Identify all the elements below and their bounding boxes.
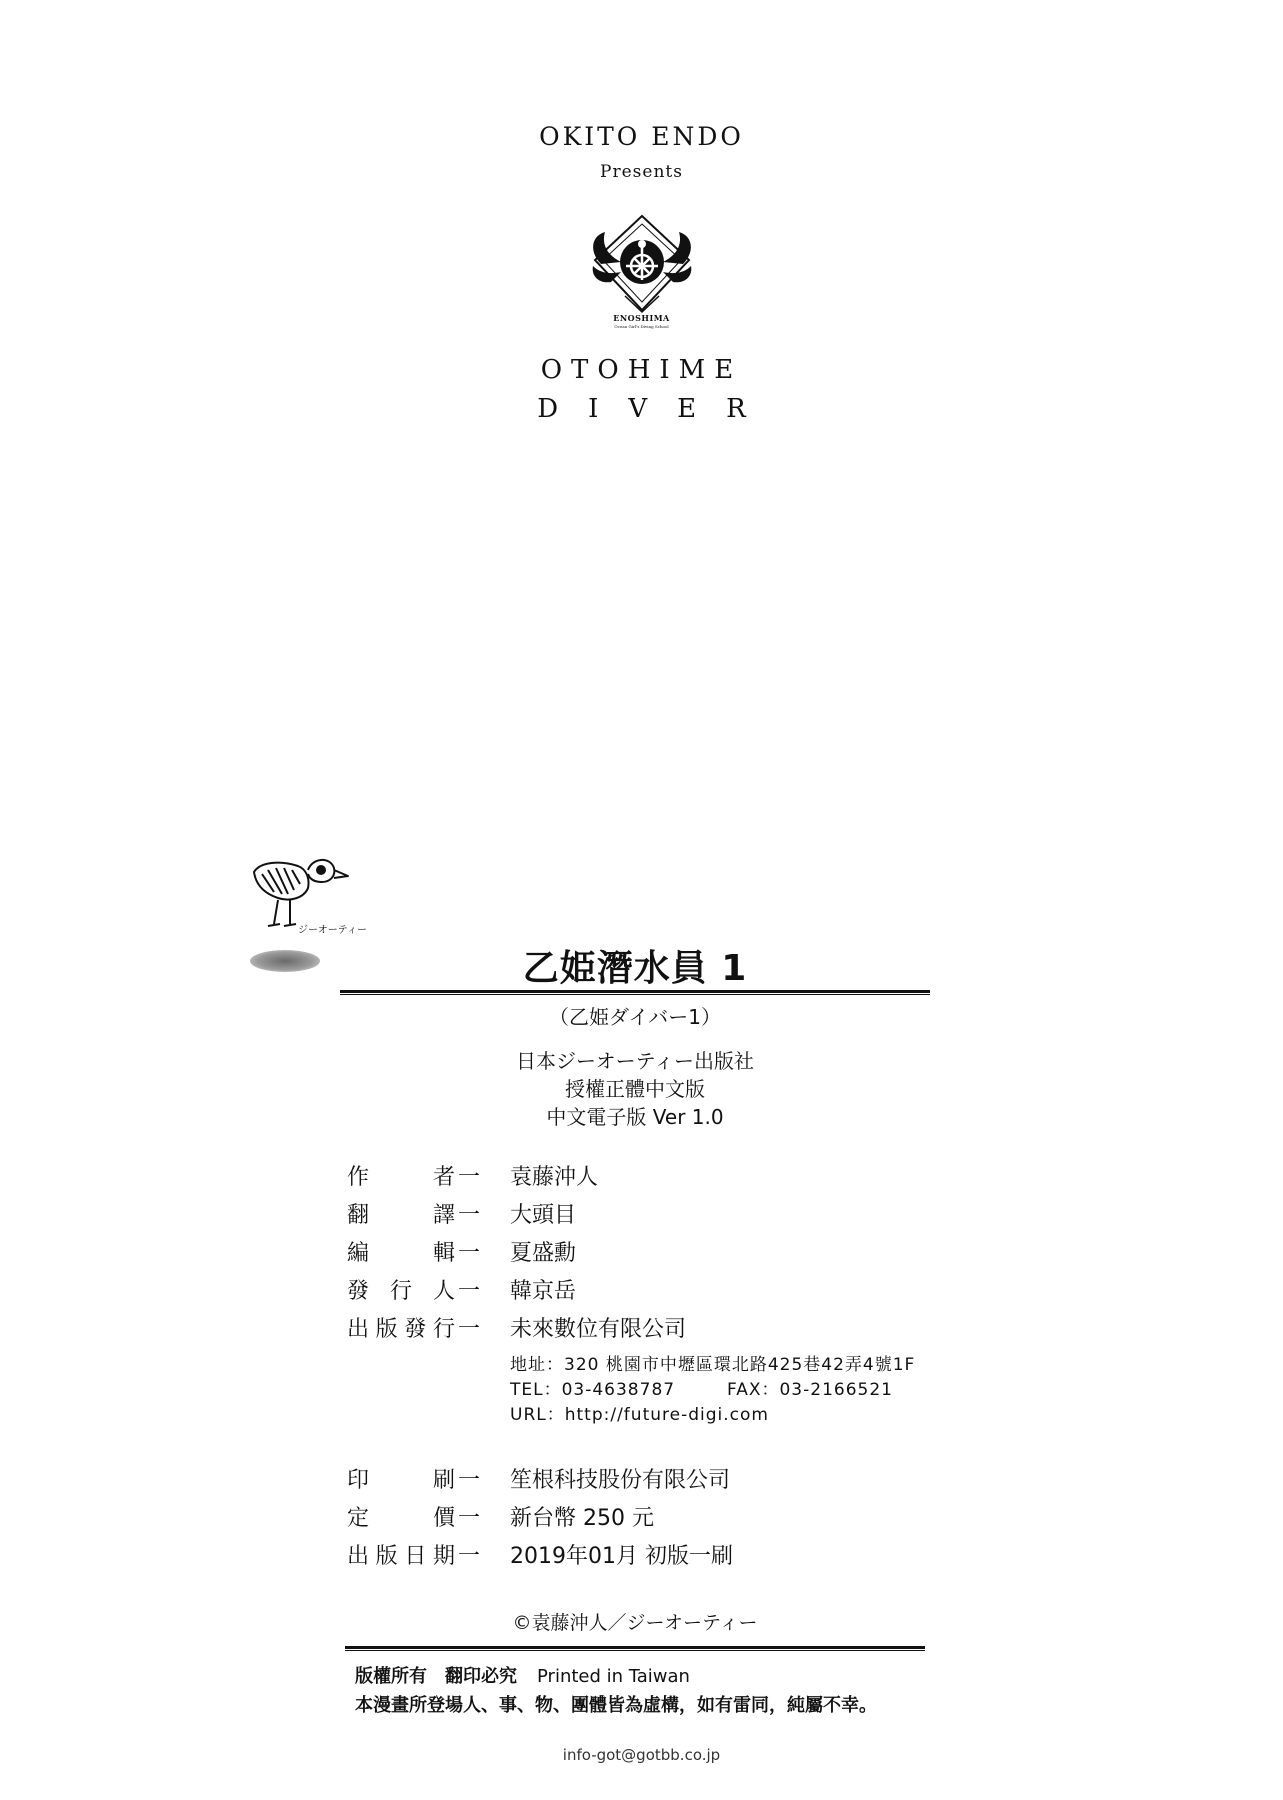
publisher-fax: FAX：03-2166521 bbox=[727, 1380, 893, 1400]
book-title: 乙姫潛水員 1 bbox=[522, 948, 748, 989]
credit-value: 大頭目 bbox=[510, 1203, 577, 1228]
credit-label: 出 版 發 行 bbox=[347, 1317, 455, 1342]
credit-label: 發 行 人 bbox=[347, 1279, 455, 1304]
presents-text: Presents bbox=[600, 162, 683, 182]
publisher-url: URL：http://future-digi.com bbox=[510, 1405, 769, 1425]
print-value: 笙根科技股份有限公司 bbox=[510, 1468, 731, 1493]
credit-value: 袁藤沖人 bbox=[510, 1165, 599, 1190]
publisher-tel: TEL：03-4638787 bbox=[510, 1380, 676, 1400]
disclaimer-text: 本漫畫所登場人、事、物、團體皆為虛構，如有雷同，純屬不幸。 bbox=[355, 1695, 877, 1716]
print-value: 2019年01月 初版一刷 bbox=[510, 1544, 733, 1569]
publisher-address: 地址：320 桃園市中壢區環北路425巷42弄4號1F bbox=[510, 1355, 916, 1375]
credit-value: 未來數位有限公司 bbox=[510, 1317, 687, 1342]
title-divider bbox=[340, 990, 930, 995]
printed-in: Printed in Taiwan bbox=[537, 1666, 690, 1687]
credit-label: 翻 譯 bbox=[347, 1203, 455, 1228]
license-line-3: 中文電子版 Ver 1.0 bbox=[546, 1105, 724, 1129]
emblem-subtitle: Ocean Girl's Diving School bbox=[614, 324, 669, 329]
print-label: 出 版 日 期 bbox=[347, 1544, 455, 1569]
footer-divider bbox=[345, 1646, 925, 1651]
publisher-logo-label: ジーオーティー bbox=[298, 925, 367, 936]
license-line-2: 授權正體中文版 bbox=[565, 1077, 705, 1101]
credit-label: 作 者 bbox=[347, 1165, 455, 1190]
author-name-english: OKITO ENDO bbox=[539, 122, 744, 151]
title-english-line-1: OTOHIME bbox=[540, 355, 743, 385]
credit-value: 夏盛勳 bbox=[510, 1241, 577, 1266]
contact-email: info-got@gotbb.co.jp bbox=[562, 1746, 721, 1764]
credit-value: 韓京岳 bbox=[510, 1279, 577, 1304]
publisher-logo-shadow bbox=[250, 950, 320, 972]
rights-text: 版權所有 翻印必究 bbox=[355, 1666, 517, 1687]
publisher-bird-logo-icon bbox=[250, 852, 350, 952]
print-label: 定 價 bbox=[347, 1506, 455, 1531]
rights-line bbox=[355, 1662, 690, 1688]
copyright-line: ©袁藤沖人／ジーオーティー bbox=[512, 1612, 758, 1634]
print-label: 印 刷 bbox=[347, 1468, 455, 1493]
credit-label: 編 輯 bbox=[347, 1241, 455, 1266]
print-value: 新台幣 250 元 bbox=[510, 1506, 654, 1531]
original-title: （乙姫ダイバー1） bbox=[549, 1005, 721, 1029]
license-line-1: 日本ジーオーティー出版社 bbox=[516, 1049, 754, 1073]
emblem-name: ENOSHIMA bbox=[613, 313, 670, 323]
title-english-line-2: DIVER bbox=[537, 394, 776, 424]
